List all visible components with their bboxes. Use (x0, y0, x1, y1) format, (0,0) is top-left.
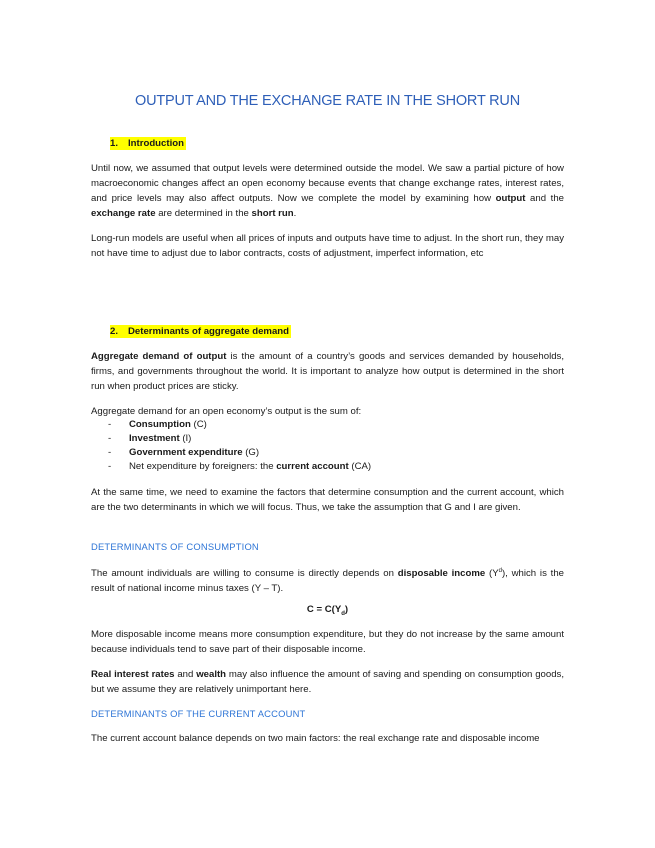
text-run: and (174, 669, 197, 680)
text-run: ), which is the result of national income minus taxes (Y – T). (91, 568, 564, 595)
text-run: . (293, 208, 297, 219)
section-title: Introduction (128, 138, 184, 149)
bold-term: disposable income (397, 568, 486, 580)
bold-term: Real interest rates (91, 669, 175, 680)
section-title: Determinants of aggregate demand (128, 326, 289, 337)
bold-term: exchange rate (91, 208, 156, 219)
bold-term: Consumption (129, 419, 191, 430)
formula-text: C = C(Y (306, 604, 342, 615)
formula-text: ) (344, 604, 349, 615)
text-run: are determined in the (155, 208, 252, 219)
section-heading-introduction (110, 138, 186, 149)
text-run: is the amount of a country’s goods and services demanded by households, firms, and governments throughout the world. It is important to analyze how output is determined in the short run when product prices are sticky. (91, 351, 564, 392)
text-run: The amount individuals are willing to consume is directly depends on (91, 568, 398, 580)
bold-term: Government expenditure (129, 447, 243, 458)
demand-paragraph-1 (91, 349, 564, 394)
superscript: d (498, 568, 502, 574)
list-dash: - (108, 447, 112, 458)
text-run: (CA) (348, 461, 372, 472)
list-dash: - (108, 419, 112, 430)
bold-term: current account (276, 461, 349, 472)
text-run: (Y (485, 568, 499, 580)
list-dash: - (108, 433, 112, 444)
text-run: (C) (190, 419, 207, 430)
bold-term: Aggregate demand of output (91, 351, 227, 362)
document-title: OUTPUT AND THE EXCHANGE RATE IN THE SHORT RUN (135, 93, 520, 109)
bold-term: short run (251, 208, 294, 219)
text-run: Until now, we assumed that output levels were determined outside the model. We saw a partial picture of how macroeconomic changes affect an open economy because events that change exchange rates, interest rates, and price levels may also affect outputs. Now we complete the model by examining how (91, 163, 564, 204)
section-number: 2. (110, 326, 119, 337)
text-run: (G) (242, 447, 260, 458)
demand-paragraph-7: The current account balance depends on two main factors: the real exchange rate and disposable income (91, 733, 540, 744)
subheading-consumption: DETERMINANTS OF CONSUMPTION (91, 541, 259, 552)
intro-paragraph-2: Long-run models are useful when all prices of inputs and outputs have time to adjust. In the short run, they may not have time to adjust due to labor contracts, costs of adjustment, imperfect information, etc (91, 233, 564, 259)
bold-term: Investment (129, 433, 180, 444)
text-run: may also influence the amount of saving and spending on consumption goods, but we assume they are relatively unimportant here. (91, 669, 564, 695)
subheading-current-account: DETERMINANTS OF THE CURRENT ACCOUNT (91, 708, 306, 719)
bold-term: output (495, 193, 526, 204)
demand-paragraph-3: At the same time, we need to examine the factors that determine consumption and the current account, which are the two determinants in which we will focus. Thus, we take the assumption that G and I are given. (91, 487, 564, 513)
list-item (108, 460, 371, 474)
subscript: d (341, 610, 345, 617)
demand-paragraph-5: More disposable income means more consumption expenditure, but they do not increase by the same amount because individuals tend to save part of their disposable income. (91, 629, 564, 655)
demand-paragraph-2: Aggregate demand for an open economy’s output is the sum of: (91, 406, 362, 417)
section-number: 1. (110, 138, 119, 149)
text-run: and the (525, 193, 564, 204)
section-heading-aggregate-demand (110, 326, 291, 337)
list-item (108, 432, 191, 446)
demand-paragraph-6 (91, 667, 564, 697)
text-run: (I) (179, 433, 192, 444)
intro-paragraph-1 (91, 161, 564, 221)
list-item (108, 418, 207, 432)
bold-term: wealth (196, 669, 227, 680)
demand-paragraph-4 (91, 564, 564, 596)
list-item (108, 446, 259, 460)
consumption-formula (0, 604, 655, 617)
text-run: Net expenditure by foreigners: the (129, 461, 277, 472)
list-dash: - (108, 461, 112, 472)
